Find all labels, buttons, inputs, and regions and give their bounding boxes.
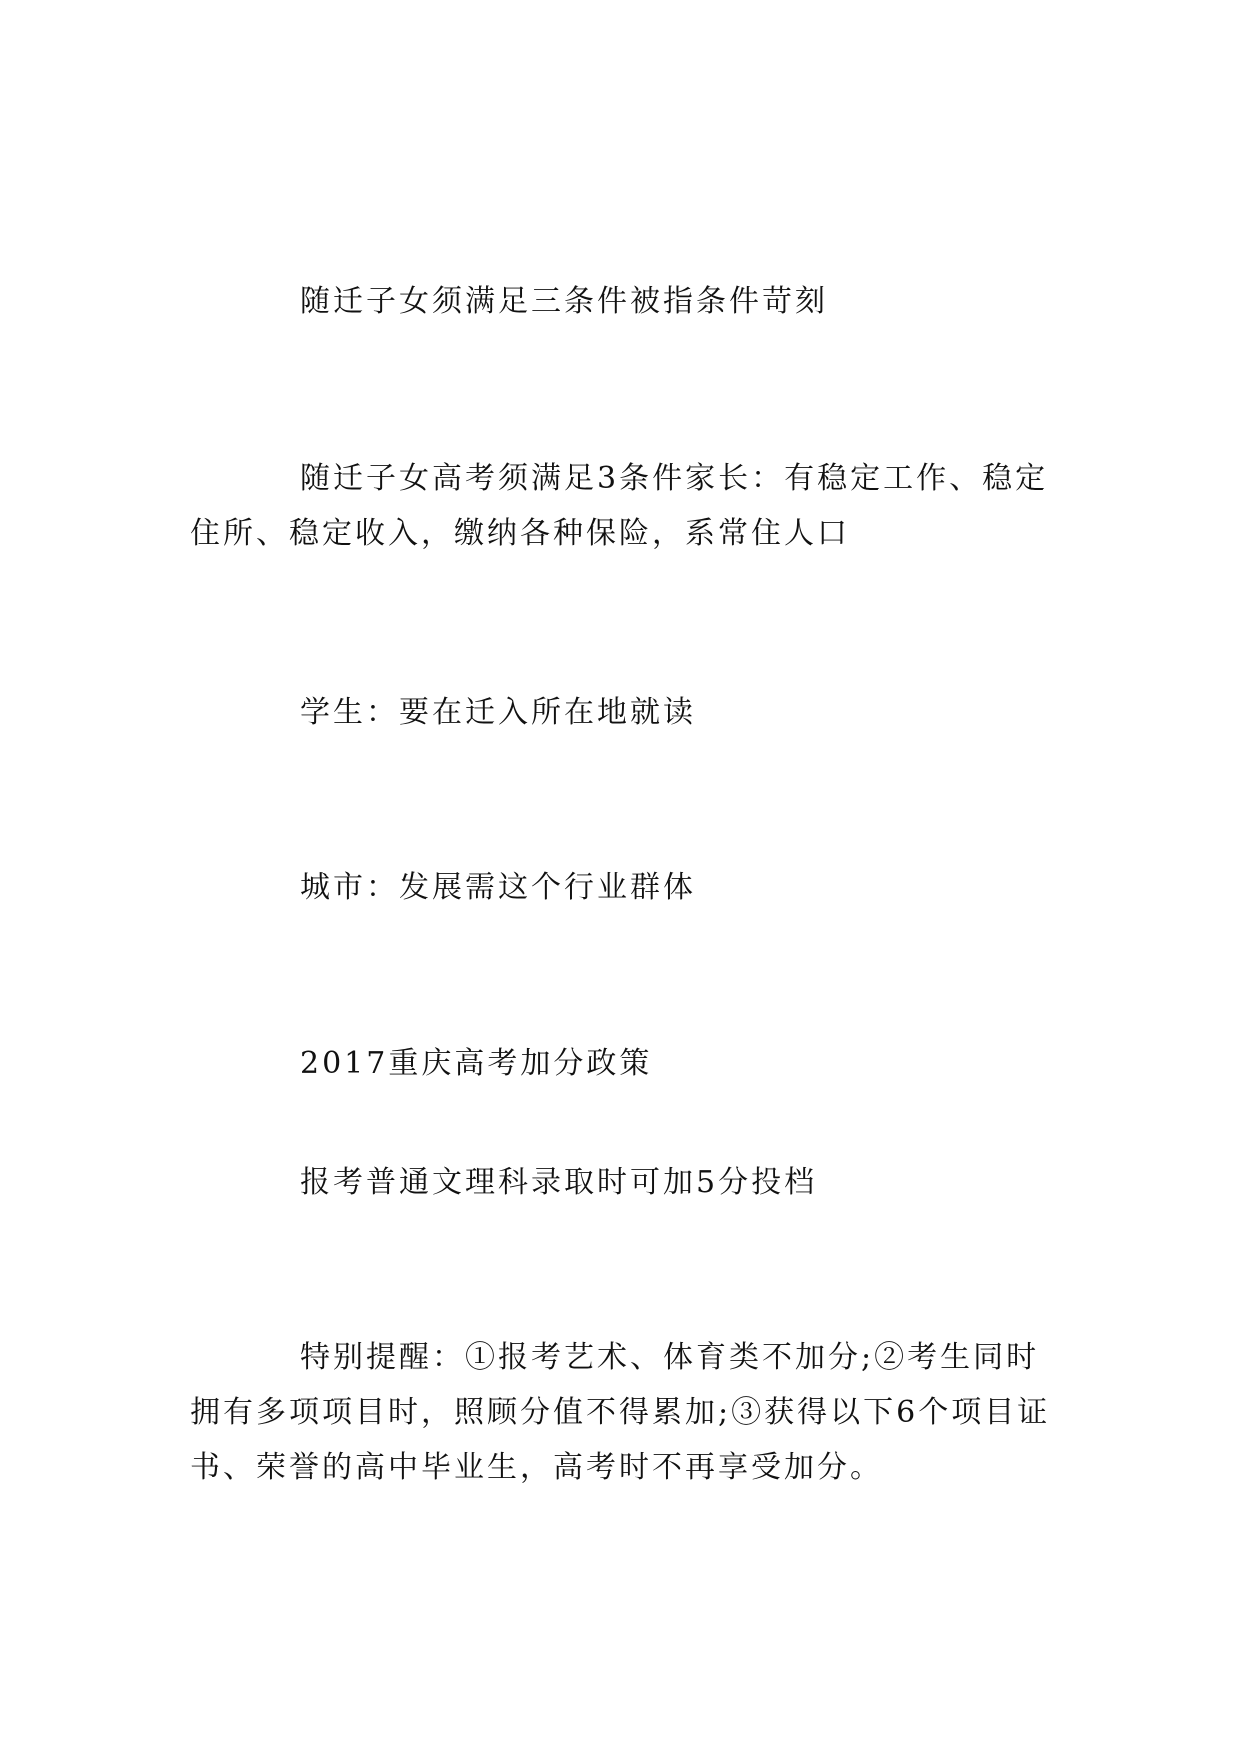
paragraph-city-requirements: 城市：发展需这个行业群体: [300, 870, 696, 905]
heading-migrant-children-conditions: 随迁子女须满足三条件被指条件苛刻: [300, 284, 828, 319]
paragraph-special-reminder: 特别提醒：①报考艺术、体育类不加分;②考生同时拥有多项项目时，照顾分值不得累加;③获得以下6个项目证书、荣誉的高中毕业生，高考时不再享受加分。: [190, 1340, 1051, 1485]
heading-chongqing-bonus-policy: 2017重庆高考加分政策: [300, 1046, 653, 1081]
paragraph-parent-requirements: 随迁子女高考须满足3条件家长：有稳定工作、稳定住所、稳定收入，缴纳各种保险，系常住人口: [190, 461, 1049, 551]
paragraph-student-requirements: 学生：要在迁入所在地就读: [300, 695, 696, 730]
paragraph-bonus-points: 报考普通文理科录取时可加5分投档: [300, 1165, 818, 1200]
